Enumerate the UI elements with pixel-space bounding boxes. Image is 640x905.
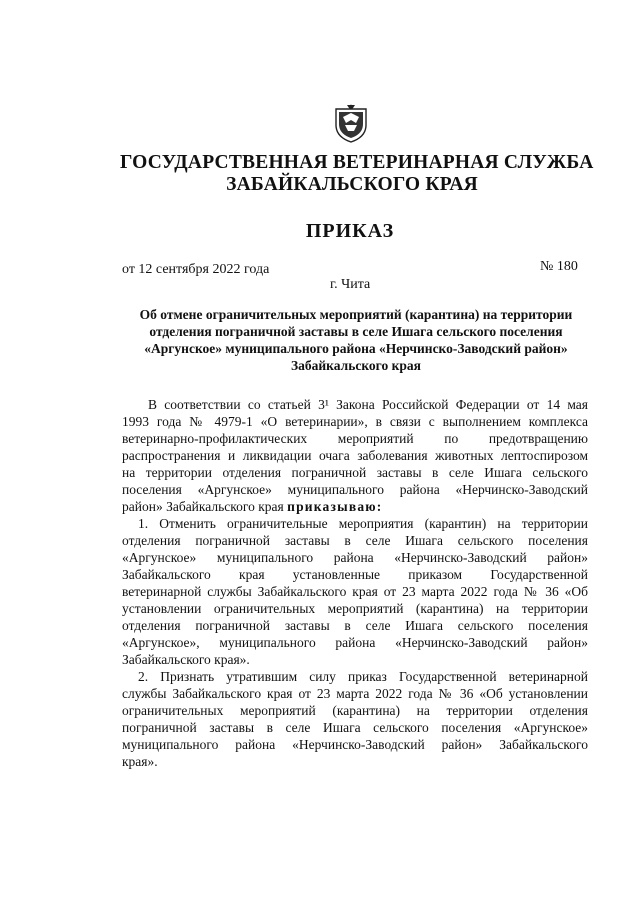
body-line: район» Забайкальского края xyxy=(122,499,284,514)
item-2-line: пограничной заставы в селе Ишага сельского поселения «Аргунское» xyxy=(122,720,588,735)
item-2-line: края». xyxy=(122,754,158,769)
item-1-line: Забайкальского края». xyxy=(122,652,250,667)
item-1-line: Забайкальского края установленные приказом Государственной xyxy=(122,567,588,582)
body-line: 1993 года № 4979-1 «О ветеринарии», в связи с выполнением комплекса xyxy=(122,414,588,429)
item-1-line: «Аргунское», муниципального района «Нерчинско-Заводский район» xyxy=(122,635,588,650)
body-line: ветеринарно-профилактических мероприятий по предотвращению xyxy=(122,431,588,446)
item-1-line: 1. Отменить ограничительные мероприятия (карантин) на территории xyxy=(138,516,588,531)
order-city: г. Чита xyxy=(330,277,371,292)
item-2-line: ограничительных мероприятий (карантина) на территории отделения xyxy=(122,703,588,718)
coat-of-arms-icon xyxy=(334,103,368,143)
order-title-line: «Аргунское» муниципального района «Нерчинско-Заводский район» xyxy=(144,341,568,356)
body-line: на территории отделения пограничной заставы в селе Ишага сельского xyxy=(122,465,588,480)
body-line: поселения «Аргунское» муниципального района «Нерчинско-Заводский xyxy=(122,482,588,497)
item-1-line: «Аргунское» муниципального района «Нерчинско-Заводский район» xyxy=(122,550,588,565)
agency-name-line1: ГОСУДАРСТВЕННАЯ ВЕТЕРИНАРНАЯ СЛУЖБА xyxy=(120,152,594,173)
item-1-line: ветеринарной службы Забайкальского края от 23 марта 2022 года № 36 «Об xyxy=(122,584,588,599)
document-type: ПРИКАЗ xyxy=(305,220,395,242)
order-title-line: отделения пограничной заставы в селе Ишага сельского поселения xyxy=(149,324,563,339)
item-2-line: службы Забайкальского края от 23 марта 2022 года № 36 «Об установлении xyxy=(122,686,588,701)
order-title-line: Об отмене ограничительных мероприятий (карантина) на территории xyxy=(139,307,573,322)
body-line: распространения и ликвидации очага заболевания животных лептоспирозом xyxy=(122,448,588,463)
item-1-line: отделения пограничной заставы в селе Ишага сельского поселения xyxy=(122,533,588,548)
order-number: № 180 xyxy=(540,259,578,274)
agency-name-line2: ЗАБАЙКАЛЬСКОГО КРАЯ xyxy=(226,174,478,195)
item-2-line: муниципального района «Нерчинско-Заводский район» Забайкальского xyxy=(122,737,588,752)
item-2-line: 2. Признать утратившим силу приказ Государственной ветеринарной xyxy=(138,669,588,684)
item-1-line: отделения пограничной заставы в селе Ишага сельского поселения xyxy=(122,618,588,633)
order-title-line: Забайкальского края xyxy=(291,358,421,373)
body-line: В соответствии со статьей 3¹ Закона Российской Федерации от 14 мая xyxy=(148,397,588,412)
order-word: приказываю: xyxy=(287,499,383,514)
order-date: от 12 сентября 2022 года xyxy=(122,262,270,277)
item-1-line: установлении ограничительных мероприятий (карантина) на территории xyxy=(122,601,588,616)
body-line-with-order-word xyxy=(122,498,588,515)
